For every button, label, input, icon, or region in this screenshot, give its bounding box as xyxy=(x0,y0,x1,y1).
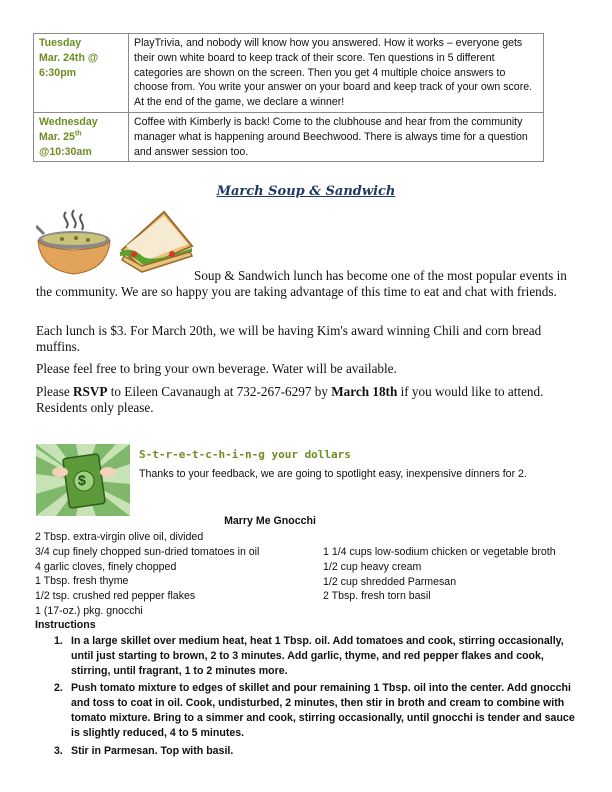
event-date xyxy=(39,130,124,145)
events-table xyxy=(33,33,544,162)
soup-beverage-paragraph: Please feel free to bring your own beverage. Water will be available. xyxy=(36,361,397,376)
step-number: 1. xyxy=(54,635,63,647)
list-item: 4 garlic cloves, finely chopped xyxy=(35,560,177,573)
list-item xyxy=(54,634,584,678)
list-item xyxy=(54,681,584,740)
step-text: Push tomato mixture to edges of skillet and pour remaining 1 Tbsp. oil into the center. Add gnocchi and toss to coat in oil. Cook, undisturbed, 2 minutes, then stir in broth and cream to combine with tomato mixture. Bring to a simmer and cook, stirring occasionally, until gnocchi is tender and sauce is slightly reduced, 4 to 5 minutes. xyxy=(71,682,575,739)
soup-rsvp-paragraph: Please RSVP to Eileen Cavanaugh at 732-267-6297 by March 18th if you would like to attend. Residents only please. xyxy=(36,384,544,415)
list-item: 1 Tbsp. fresh thyme xyxy=(35,575,129,588)
recipe-title: Marry Me Gnocchi xyxy=(224,515,316,527)
rsvp-emphasis: RSVP xyxy=(73,384,108,399)
event-date: Mar. 24th @ xyxy=(39,51,99,64)
rsvp-deadline: March 18th xyxy=(331,384,398,399)
step-number: 2. xyxy=(54,682,63,695)
soup-lunch-paragraph: Each lunch is $3. For March 20th, we will be having Kim's award winning Chili and corn bread muffins. xyxy=(36,323,542,354)
soup-section-title: March Soup & Sandwich xyxy=(216,184,396,199)
list-item: 2 Tbsp. fresh torn basil xyxy=(323,590,431,603)
list-item: 1/2 cup heavy cream xyxy=(323,560,422,573)
list-item: 1 1/4 cups low-sodium chicken or vegetable broth xyxy=(323,546,556,558)
dollar-symbol: $ xyxy=(78,472,86,488)
list-item: 1 (17-oz.) pkg. gnocchi xyxy=(35,604,143,617)
ingredients-right-list xyxy=(323,545,583,604)
event-description: PlayTrivia, and nobody will know how you answered. How it works – everyone gets their own white board to keep track of their score. Ten questions in 5 different categories are shown on the screen. Then you get 4 multiple choice answers to choose from. You write your answer on your board and keep track of your own score. At the end of the game, we declare a winner! xyxy=(129,34,544,113)
instructions-list xyxy=(54,634,584,761)
step-number: 3. xyxy=(54,744,63,757)
event-time: 6:30pm xyxy=(39,66,77,79)
event-date-suffix: th xyxy=(74,130,82,138)
event-time: @10:30am xyxy=(39,145,92,158)
money-graphic xyxy=(36,444,130,516)
step-text: Stir in Parmesan. Top with basil. xyxy=(71,744,234,757)
list-item: 1/2 tsp. crushed red pepper flakes xyxy=(35,590,196,603)
ingredients-left-list xyxy=(35,530,325,619)
event-date-cell xyxy=(34,112,129,161)
stretch-section-subtitle: Thanks to your feedback, we are going to spotlight easy, inexpensive dinners for 2. xyxy=(139,468,527,480)
sandwich-icon xyxy=(112,206,196,276)
table-row xyxy=(34,34,544,113)
instructions-heading: Instructions xyxy=(35,619,96,631)
list-item: 2 Tbsp. extra-virgin olive oil, divided xyxy=(35,531,204,543)
event-day: Wednesday xyxy=(39,115,98,128)
step-text: In a large skillet over medium heat, heat 1 Tbsp. oil. Add tomatoes and cook, stirring occasionally, until just starting to brown, 2 to 3 minutes. Add garlic, thyme, and red pepper flakes and cook, stirring, until fragrant, 1 to 2 minutes more. xyxy=(71,635,564,677)
event-description: Coffee with Kimberly is back! Come to the clubhouse and hear from the community manager what is happening around Beechwood. There is always time for a question and answer session too. xyxy=(129,112,544,161)
event-date-cell xyxy=(34,34,129,113)
list-item: 1/2 cup shredded Parmesan xyxy=(323,575,457,588)
list-item: 3/4 cup finely chopped sun-dried tomatoes in oil xyxy=(35,545,260,558)
stretch-section-title: S-t-r-e-t-c-h-i-n-g your dollars xyxy=(139,448,351,461)
event-date-main: Mar. 25 xyxy=(39,130,75,143)
event-day: Tuesday xyxy=(39,37,82,49)
soup-intro-paragraph xyxy=(36,268,576,299)
soup-intro-text: Soup & Sandwich lunch has become one of the most popular events in the community. We are so happy you are taking advantage of this time to eat and chat with friends. xyxy=(36,268,567,299)
table-row xyxy=(34,112,544,161)
list-item xyxy=(54,744,584,759)
